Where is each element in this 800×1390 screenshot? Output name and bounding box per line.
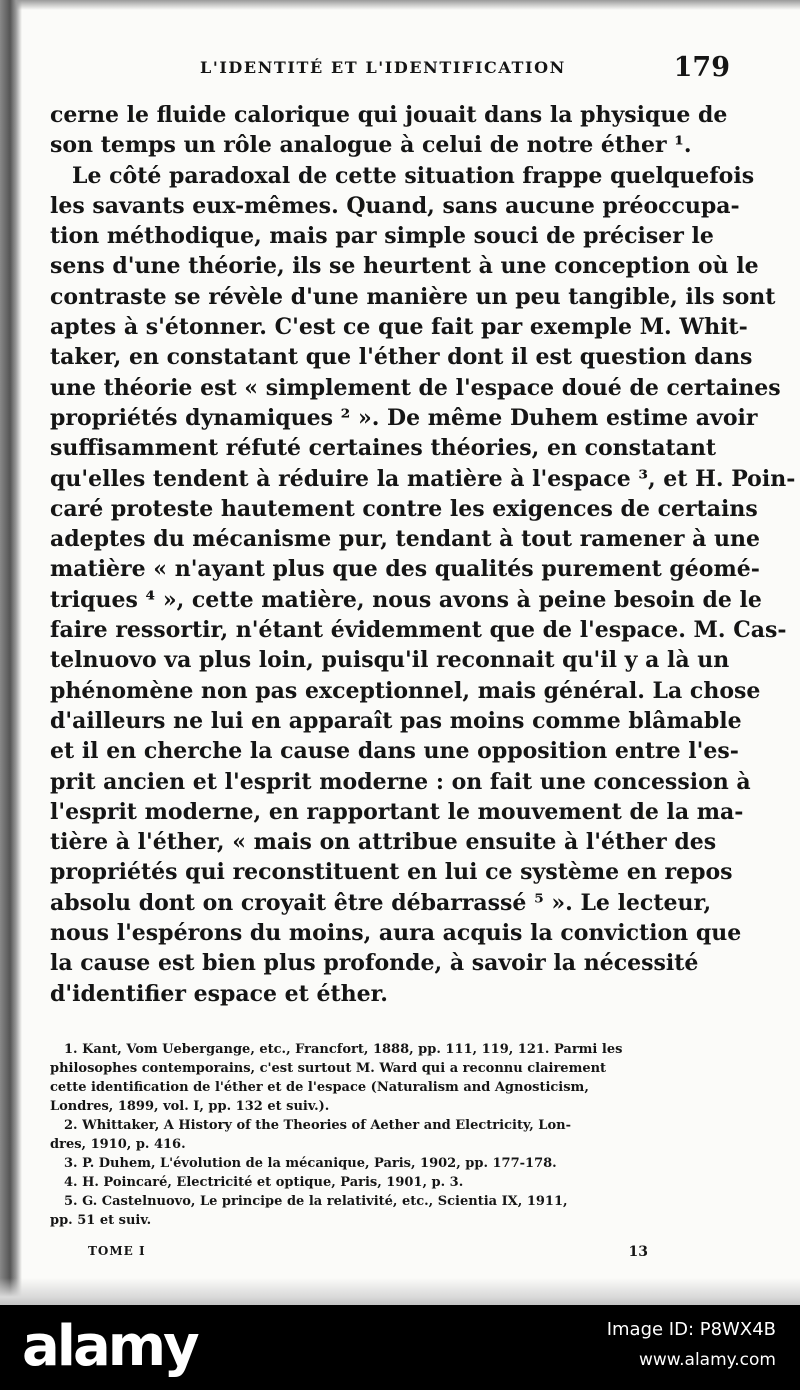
text-line: prit ancien et l'esprit moderne : on fait une concession à bbox=[50, 768, 751, 795]
body-text bbox=[50, 100, 796, 1009]
scan-bottom-edge bbox=[0, 1278, 800, 1305]
text-line: tion méthodique, mais par simple souci de préciser le bbox=[50, 223, 714, 250]
text-line: la cause est bien plus profonde, à savoir la nécessité bbox=[50, 950, 699, 977]
text-line: faire ressortir, n'étant évidemment que de l'espace. M. Cas- bbox=[50, 617, 787, 644]
text-line: d'identifier espace et éther. bbox=[50, 980, 388, 1007]
text-line: tière à l'éther, « mais on attribue ensuite à l'éther des bbox=[50, 829, 717, 856]
footnotes bbox=[50, 1040, 712, 1230]
watermark-banner bbox=[0, 1305, 800, 1390]
page-number: 179 bbox=[673, 52, 730, 83]
brand-logo: alamy bbox=[22, 1314, 197, 1379]
page-foot bbox=[88, 1244, 648, 1264]
text-line: cerne le fluide calorique qui jouait dans la physique de bbox=[50, 102, 728, 128]
text-line: qu'elles tendent à réduire la matière à l'espace ³, et H. Poin- bbox=[50, 465, 796, 492]
footnote-line: 1. Kant, Vom Uebergange, etc., Francfort, 1888, pp. 111, 119, 121. Parmi les bbox=[64, 1042, 623, 1057]
text-line: propriétés dynamiques ² ». De même Duhem estime avoir bbox=[50, 404, 758, 431]
footnote-line: 3. P. Duhem, L'évolution de la mécanique, Paris, 1902, pp. 177-178. bbox=[64, 1156, 557, 1171]
text-line: aptes à s'étonner. C'est ce que fait par exemple M. Whit- bbox=[50, 314, 748, 341]
running-head: L'IDENTITÉ ET L'IDENTIFICATION bbox=[200, 58, 566, 77]
text-line: contraste se révèle d'une manière un peu tangible, ils sont bbox=[50, 283, 776, 310]
footnote-line: philosophes contemporains, c'est surtout M. Ward qui a reconnu clairement bbox=[50, 1061, 607, 1076]
text-line: l'esprit moderne, en rapportant le mouvement de la ma- bbox=[50, 798, 744, 825]
text-line: suffisamment réfuté certaines théories, en constatant bbox=[50, 435, 717, 462]
page-header bbox=[200, 52, 730, 86]
text-line: son temps un rôle analogue à celui de notre éther ¹. bbox=[50, 132, 692, 159]
text-line: Le côté paradoxal de cette situation frappe quelquefois bbox=[72, 162, 755, 189]
footnote-line: 5. G. Castelnuovo, Le principe de la relativité, etc., Scientia IX, 1911, bbox=[64, 1194, 568, 1209]
text-line: phénomène non pas exceptionnel, mais général. La chose bbox=[50, 677, 761, 704]
text-line: une théorie est « simplement de l'espace doué de certaines bbox=[50, 374, 781, 401]
scan-left-edge bbox=[0, 0, 22, 1305]
text-line: triques ⁴ », cette matière, nous avons à peine besoin de le bbox=[50, 586, 762, 613]
text-line: les savants eux-mêmes. Quand, sans aucune préoccupa- bbox=[50, 192, 740, 219]
footnote-line: Londres, 1899, vol. I, pp. 132 et suiv.). bbox=[50, 1099, 330, 1114]
footnote-line: 2. Whittaker, A History of the Theories of Aether and Electricity, Lon- bbox=[64, 1118, 571, 1133]
text-line: absolu dont on croyait être débarrassé ⁵ ». Le lecteur, bbox=[50, 889, 712, 916]
scan-top-edge bbox=[0, 0, 800, 10]
sheet-number: 13 bbox=[628, 1244, 648, 1260]
text-line: nous l'espérons du moins, aura acquis la conviction que bbox=[50, 920, 742, 947]
volume-label: TOME I bbox=[88, 1244, 146, 1258]
text-line: adeptes du mécanisme pur, tendant à tout ramener à une bbox=[50, 526, 760, 553]
footnote-line: 4. H. Poincaré, Electricité et optique, Paris, 1901, p. 3. bbox=[64, 1175, 464, 1190]
text-line: matière « n'ayant plus que des qualités purement géomé- bbox=[50, 556, 760, 583]
text-line: taker, en constatant que l'éther dont il est question dans bbox=[50, 344, 753, 371]
text-line: d'ailleurs ne lui en apparaît pas moins comme blâmable bbox=[50, 707, 742, 734]
image-id: Image ID: P8WX4B bbox=[606, 1319, 776, 1340]
text-line: propriétés qui reconstituent en lui ce système en repos bbox=[50, 859, 733, 886]
text-line: sens d'une théorie, ils se heurtent à une conception où le bbox=[50, 253, 759, 280]
text-line: et il en cherche la cause dans une opposition entre l'es- bbox=[50, 738, 739, 765]
site-url: www.alamy.com bbox=[638, 1350, 776, 1370]
footnote-line: dres, 1910, p. 416. bbox=[50, 1137, 186, 1152]
text-line: telnuovo va plus loin, puisqu'il reconnait qu'il y a là un bbox=[50, 647, 730, 674]
text-line: caré proteste hautement contre les exigences de certains bbox=[50, 495, 758, 522]
footnote-line: cette identification de l'éther et de l'espace (Naturalism and Agnosticism, bbox=[50, 1080, 589, 1095]
footnote-line: pp. 51 et suiv. bbox=[50, 1213, 152, 1228]
